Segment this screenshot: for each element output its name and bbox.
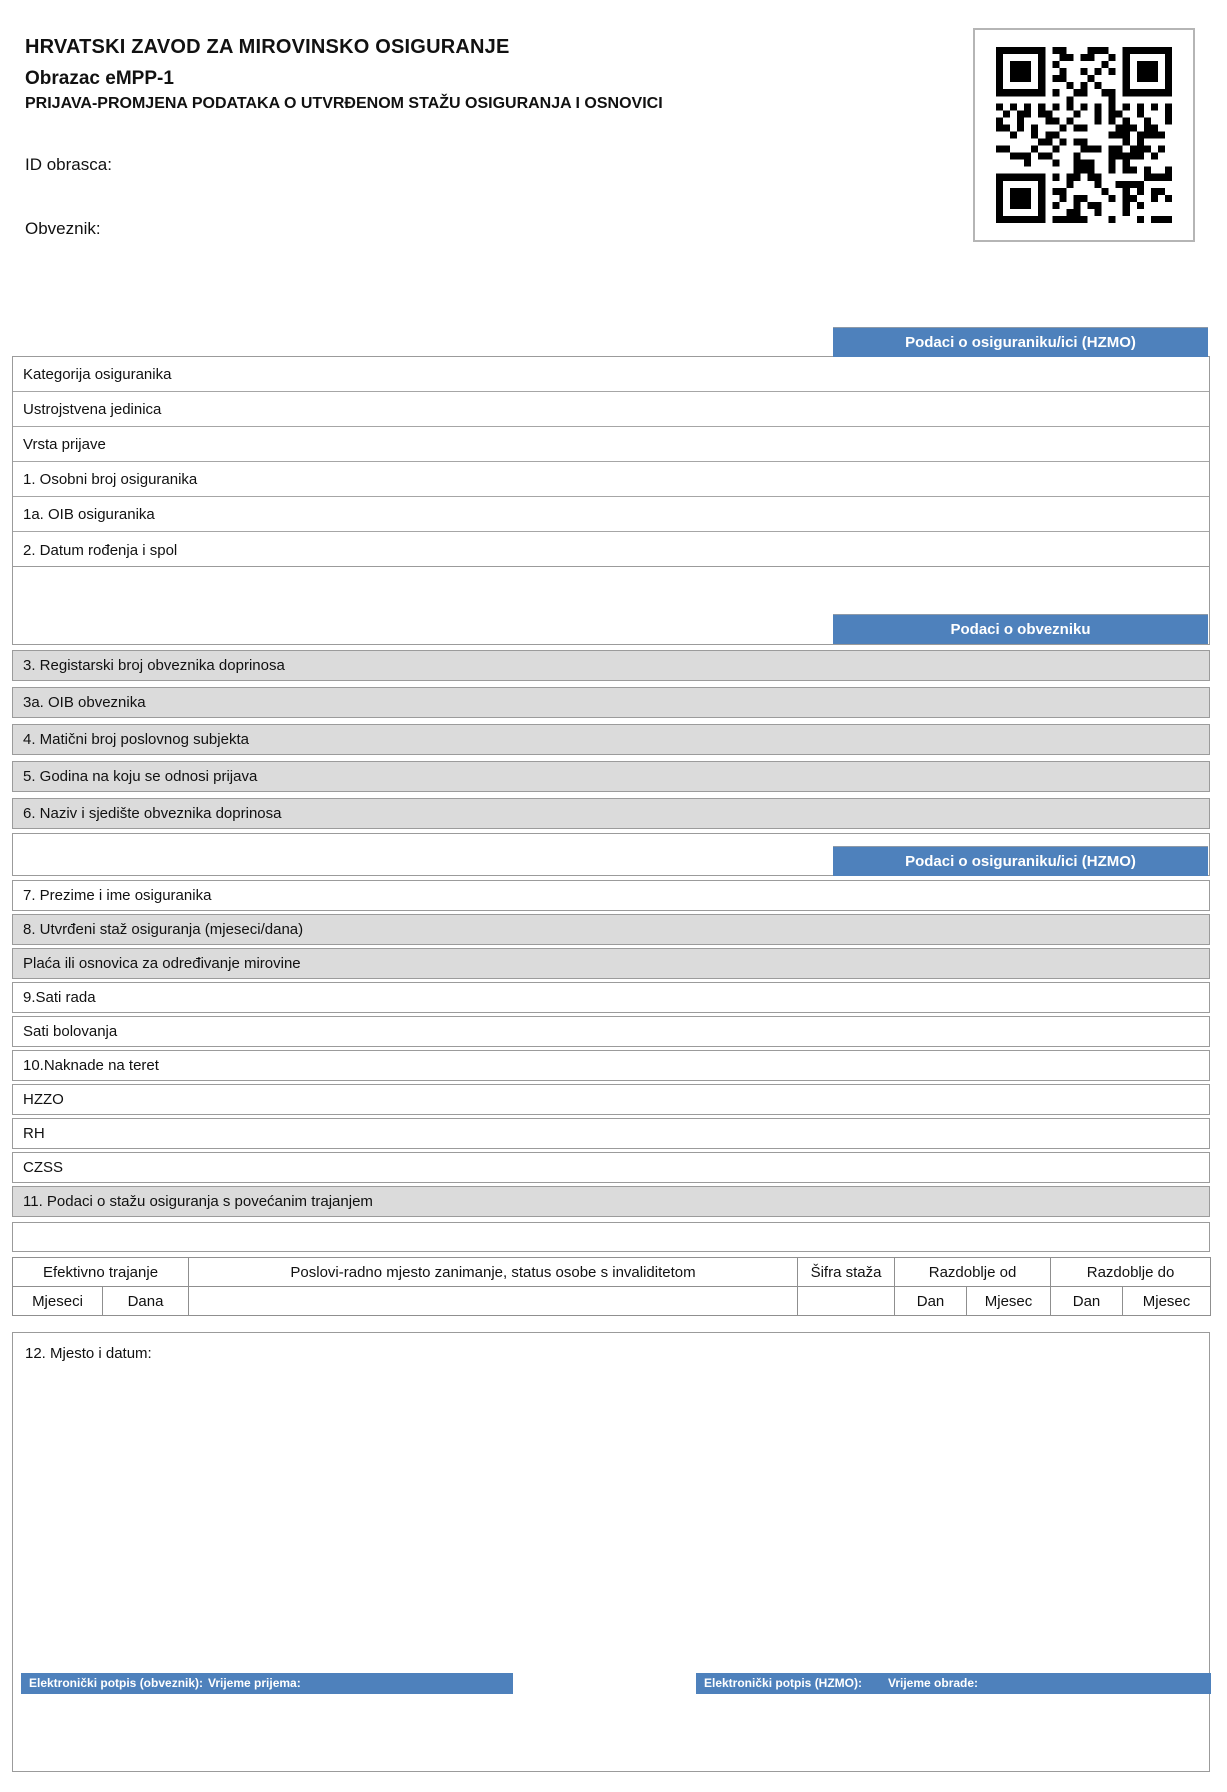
field-hzzo: HZZO <box>12 1084 1210 1115</box>
section-header-osiguranik-2: Podaci o osiguraniku/ici (HZMO) <box>833 846 1208 876</box>
field-rh: RH <box>12 1118 1210 1149</box>
field-mjesto-i-datum: 12. Mjesto i datum: <box>25 1345 152 1362</box>
section-header-obveznik: Podaci o obvezniku <box>833 614 1208 644</box>
subcol-dana: Dana <box>103 1287 189 1316</box>
field-naziv-sjediste: 6. Naziv i sjedište obveznika doprinosa <box>12 798 1210 829</box>
organization-name: HRVATSKI ZAVOD ZA MIROVINSKO OSIGURANJE <box>25 36 510 58</box>
field-registarski-broj: 3. Registarski broj obveznika doprinosa <box>12 650 1210 681</box>
field-prezime-ime: 7. Prezime i ime osiguranika <box>12 880 1210 911</box>
subcol-od-dan: Dan <box>895 1287 967 1316</box>
subcol-mjeseci: Mjeseci <box>13 1287 103 1316</box>
subcol-sifra-empty <box>798 1287 895 1316</box>
signature-bar-obveznik <box>21 1673 513 1694</box>
vrijeme-obrade-label: Vrijeme obrade: <box>888 1676 979 1690</box>
vrijeme-prijema-label: Vrijeme prijema: <box>208 1676 301 1690</box>
form-code: Obrazac eMPP-1 <box>25 68 174 89</box>
subcol-do-mjesec: Mjesec <box>1123 1287 1211 1316</box>
col-razdoblje-od: Razdoblje od <box>895 1258 1051 1287</box>
qr-code-icon <box>973 28 1195 242</box>
form-title: PRIJAVA-PROMJENA PODATAKA O UTVRĐENOM STAŽU OSIGURANJA I OSNOVICI <box>25 95 663 112</box>
subcol-poslovi-empty <box>189 1287 798 1316</box>
field-czss: CZSS <box>12 1152 1210 1183</box>
subcol-do-dan: Dan <box>1051 1287 1123 1316</box>
obveznik-label: Obveznik: <box>25 219 101 238</box>
field-naknade-na-teret: 10.Naknade na teret <box>12 1050 1210 1081</box>
field-sati-bolovanja: Sati bolovanja <box>12 1016 1210 1047</box>
field-utvrdjeni-staz: 8. Utvrđeni staž osiguranja (mjeseci/dana) <box>12 914 1210 945</box>
col-sifra-staza: Šifra staža <box>798 1258 895 1287</box>
section1-table <box>12 356 1210 567</box>
bottom-section <box>12 1332 1210 1772</box>
field-vrsta-prijave: Vrsta prijave <box>13 427 1209 462</box>
col-poslovi: Poslovi-radno mjesto zanimanje, status osobe s invaliditetom <box>189 1258 798 1287</box>
electronic-signature-hzmo-label: Elektronički potpis (HZMO): <box>704 1676 863 1690</box>
col-razdoblje-do: Razdoblje do <box>1051 1258 1211 1287</box>
field-maticni-broj: 4. Matični broj poslovnog subjekta <box>12 724 1210 755</box>
form-id-label: ID obrasca: <box>25 155 112 174</box>
field-oib-obveznika: 3a. OIB obveznika <box>12 687 1210 718</box>
field-godina-prijave: 5. Godina na koju se odnosi prijava <box>12 761 1210 792</box>
field-kategorija-osiguranika: Kategorija osiguranika <box>13 357 1209 392</box>
field-sati-rada: 9.Sati rada <box>12 982 1210 1013</box>
empty-row <box>12 1222 1210 1252</box>
col-efektivno-trajanje: Efektivno trajanje <box>13 1258 189 1287</box>
field-ustrojstvena-jedinica: Ustrojstvena jedinica <box>13 392 1209 427</box>
section-header-osiguranik-1: Podaci o osiguraniku/ici (HZMO) <box>833 327 1208 357</box>
field-osobni-broj: 1. Osobni broj osiguranika <box>13 462 1209 497</box>
field-oib-osiguranika: 1a. OIB osiguranika <box>13 497 1209 532</box>
electronic-signature-obveznik-label: Elektronički potpis (obveznik): <box>29 1676 204 1690</box>
staz-table <box>12 1257 1211 1316</box>
field-staz-povecano: 11. Podaci o stažu osiguranja s povećanim trajanjem <box>12 1186 1210 1217</box>
subcol-od-mjesec: Mjesec <box>967 1287 1051 1316</box>
field-datum-rodjenja-spol: 2. Datum rođenja i spol <box>23 541 178 559</box>
signature-bar-hzmo <box>696 1673 1211 1694</box>
field-placa-osnovica: Plaća ili osnovica za određivanje mirovine <box>12 948 1210 979</box>
